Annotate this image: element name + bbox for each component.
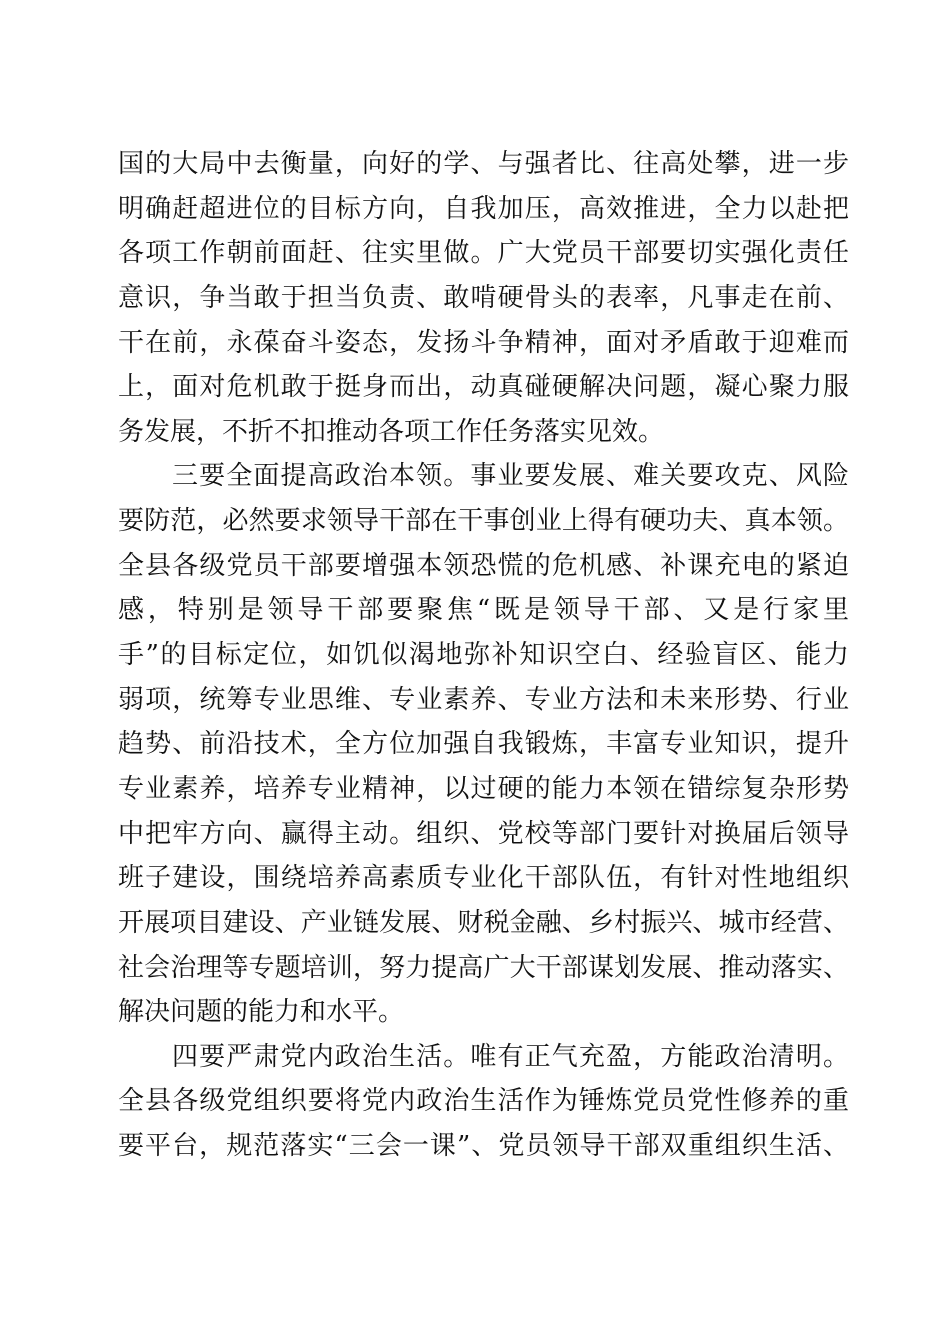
text-line: 开展项目建设、产业链发展、财税金融、乡村振兴、城市经营、 — [118, 907, 849, 938]
text-line: 上，面对危机敢于挺身而出，动真碰硬解决问题，凝心聚力服 — [118, 372, 849, 403]
text-line: 社会治理等专题培训，努力提高广大干部谋划发展、推动落实、 — [118, 952, 849, 983]
text-line: 四要严肃党内政治生活。唯有正气充盈，方能政治清明。 — [172, 1041, 849, 1072]
text-line: 手”的目标定位，如饥似渴地弥补知识空白、经验盲区、能力 — [118, 640, 849, 671]
text-line: 三要全面提高政治本领。事业要发展、难关要攻克、风险 — [172, 461, 849, 492]
paragraph-1 — [118, 142, 849, 454]
text-line: 中把牢方向、赢得主动。组织、党校等部门要针对换届后领导 — [118, 818, 849, 849]
text-line: 弱项，统筹专业思维、专业素养、专业方法和未来形势、行业 — [118, 684, 849, 715]
text-line: 全县各级党员干部要增强本领恐慌的危机感、补课充电的紧迫 — [118, 550, 849, 581]
text-line: 各项工作朝前面赶、往实里做。广大党员干部要切实强化责任 — [118, 238, 849, 269]
text-line: 要平台，规范落实“三会一课”、党员领导干部双重组织生活、 — [118, 1131, 849, 1162]
text-line: 专业素养，培养专业精神，以过硬的能力本领在错综复杂形势 — [118, 773, 849, 804]
text-line: 全县各级党组织要将党内政治生活作为锤炼党员党性修养的重 — [118, 1086, 849, 1117]
paragraph-3 — [118, 1035, 849, 1169]
text-line: 要防范，必然要求领导干部在干事创业上得有硬功夫、真本领。 — [118, 506, 849, 537]
text-line: 明确赶超进位的目标方向，自我加压，高效推进，全力以赴把 — [118, 193, 849, 224]
document-page — [118, 142, 849, 1169]
text-line: 趋势、前沿技术，全方位加强自我锻炼，丰富专业知识，提升 — [118, 729, 849, 760]
text-line: 感，特别是领导干部要聚焦“既是领导干部、又是行家里 — [118, 595, 849, 626]
text-line: 意识，争当敢于担当负责、敢啃硬骨头的表率，凡事走在前、 — [118, 282, 849, 313]
text-line: 国的大局中去衡量，向好的学、与强者比、往高处攀，进一步 — [118, 149, 849, 179]
text-line: 务发展，不折不扣推动各项工作任务落实见效。 — [118, 416, 665, 447]
paragraph-2 — [118, 454, 849, 1034]
text-line: 干在前，永葆奋斗姿态，发扬斗争精神，面对矛盾敢于迎难而 — [118, 327, 849, 358]
text-line: 解决问题的能力和水平。 — [118, 997, 405, 1028]
text-line: 班子建设，围绕培养高素质专业化干部队伍，有针对性地组织 — [118, 863, 849, 894]
